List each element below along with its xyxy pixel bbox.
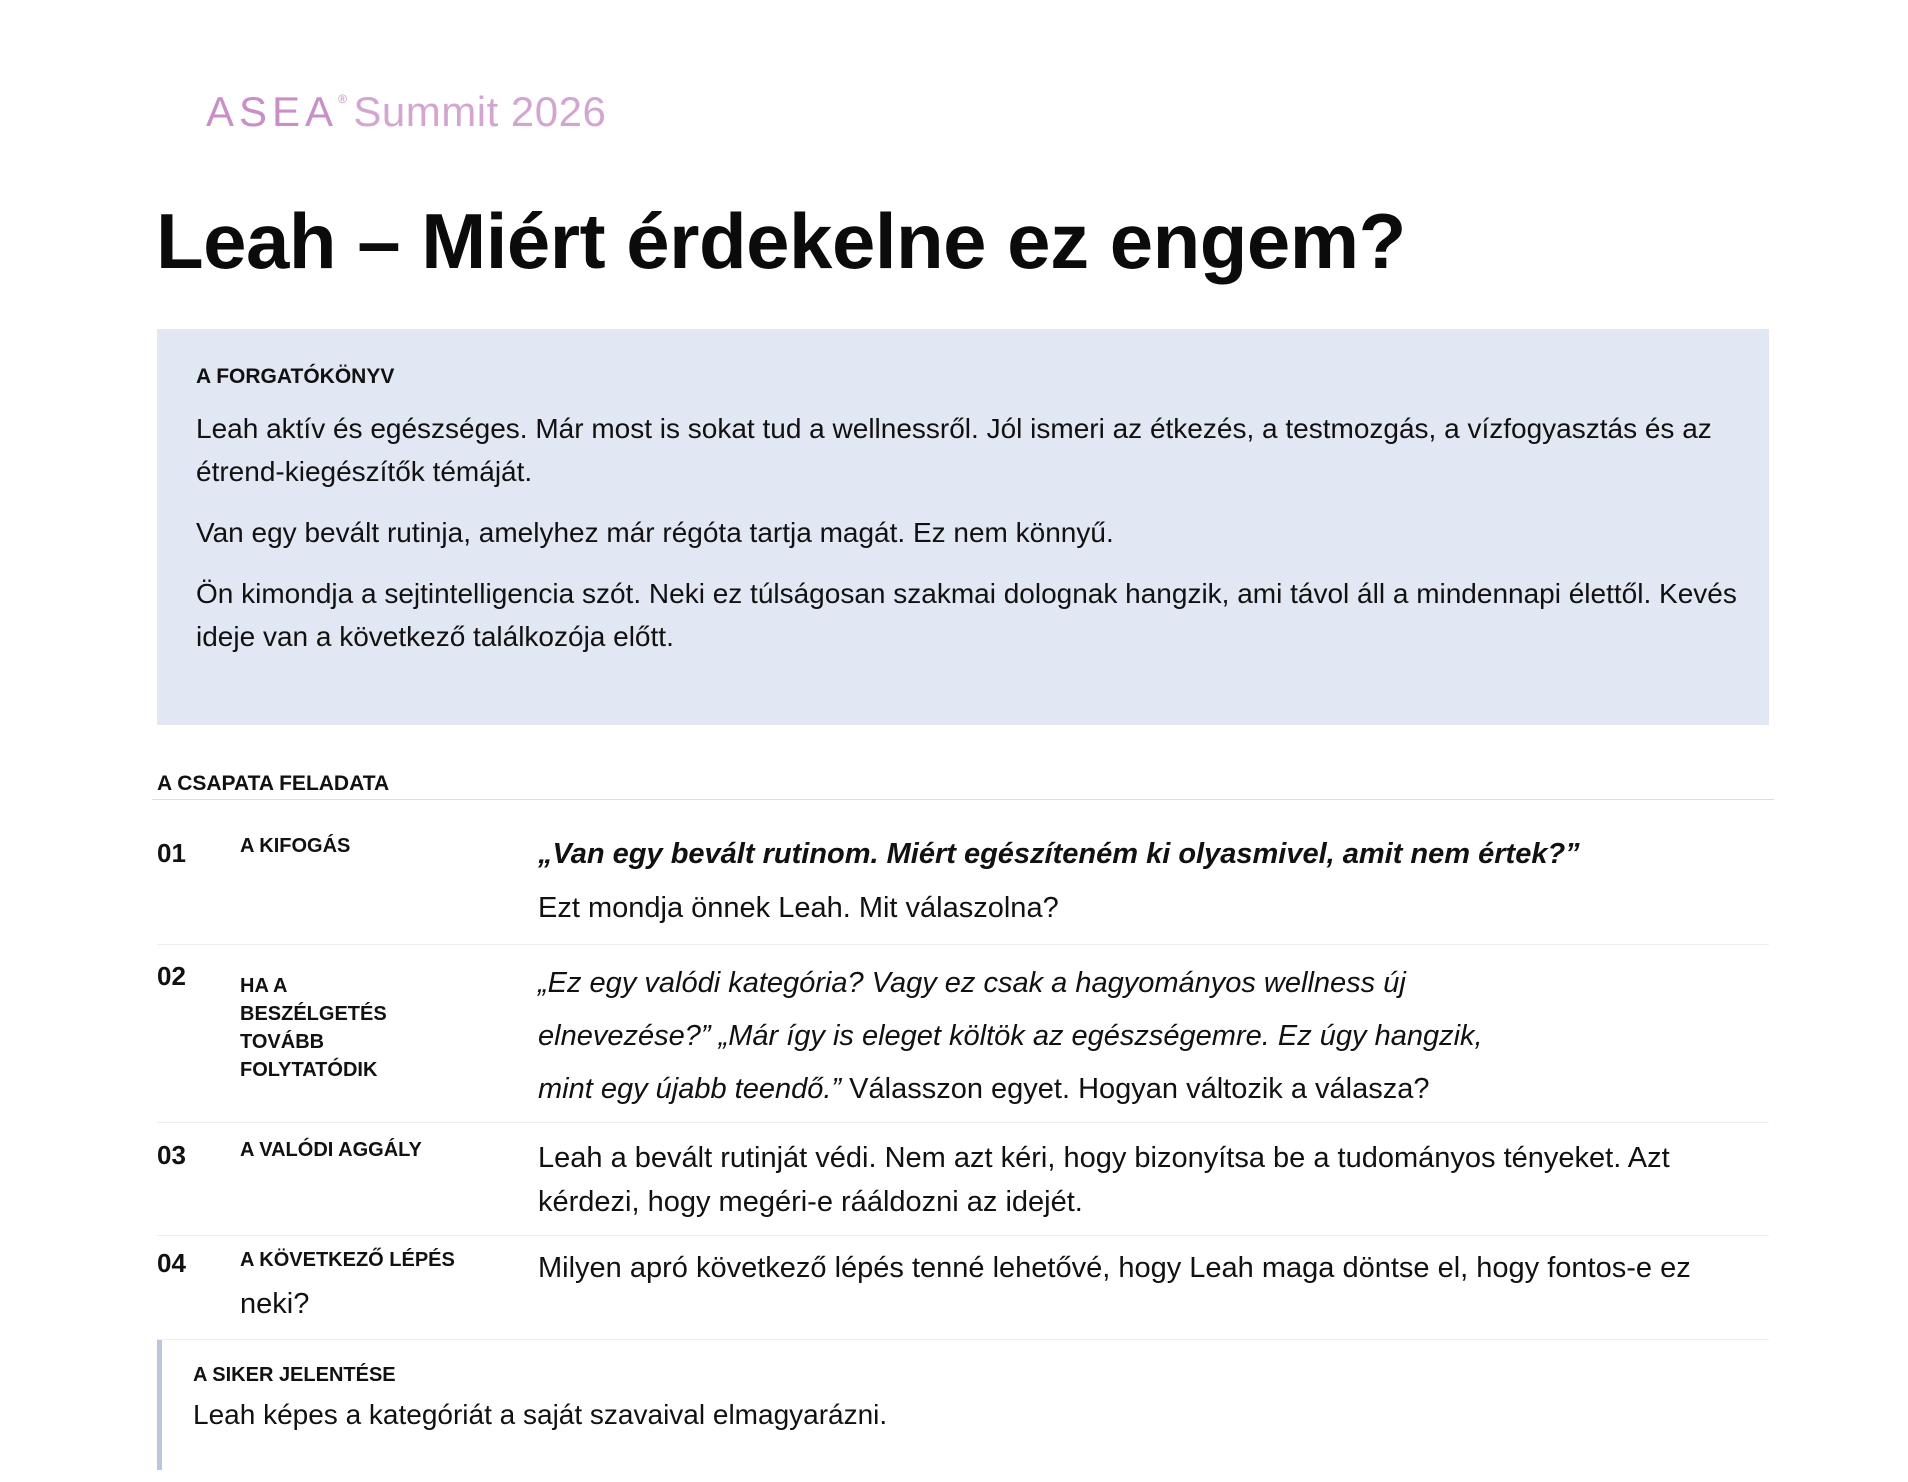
row-divider [157, 1235, 1769, 1236]
row-number: 04 [157, 1248, 186, 1278]
event-logo [206, 88, 606, 136]
success-box [157, 1340, 1557, 1470]
row-label: A KÖVETKEZŐ LÉPÉS [240, 1249, 455, 1271]
row-text: Ezt mondja önnek Leah. Mit válaszolna? [538, 892, 1059, 924]
success-text: Leah képes a kategóriát a saját szavaival elmagyarázni. [193, 1399, 888, 1430]
scenario-box [157, 329, 1769, 725]
page-title: Leah – Miért érdekelne ez engem? [156, 197, 1406, 285]
scenario-paragraph: Ön kimondja a sejtintelligencia szót. Neki ez túlságosan szakmai dolognak hangzik, ami távol áll a mindennapi élettől. Kevés ideje van a következő találkozója előtt. [196, 578, 1737, 652]
row-label: A VALÓDI AGGÁLY [240, 1139, 422, 1161]
row-divider [157, 944, 1769, 945]
row-text: Válasszon egyet. Hogyan változik a válasza? [849, 1073, 1430, 1105]
scenario-paragraph: Leah aktív és egészséges. Már most is sokat tud a wellnessről. Jól ismeri az étkezés, a testmozgás, a vízfogyasztás és az étrend-kiegészítők témáját. [196, 413, 1712, 487]
task-heading: A CSAPATA FELADATA [157, 772, 390, 795]
row-text-tail: neki? [240, 1288, 310, 1320]
divider [152, 799, 1774, 800]
logo-event-name: Summit 2026 [353, 88, 607, 135]
row-body [538, 832, 1769, 930]
row-label: A KIFOGÁS [240, 835, 351, 857]
row-text: Leah a bevált rutinját védi. Nem azt kéri, hogy bizonyítsa be a tudományos tényeket. Azt kérdezi, hogy megéri-e rááldozni az idejét. [538, 1142, 1670, 1218]
success-label: A SIKER JELENTÉSE [193, 1364, 396, 1386]
scenario-paragraph: Van egy bevált rutinja, amelyhez már régóta tartja magát. Ez nem könnyű. [196, 517, 1114, 548]
row-quote: „Ez egy valódi kategória? Vagy ez csak a hagyományos wellness új elnevezése?” [538, 967, 1406, 1052]
row-number: 01 [157, 838, 186, 868]
logo-registered-mark: ® [338, 92, 348, 106]
row-divider [157, 1122, 1769, 1123]
row-body [538, 957, 1518, 1116]
row-text: Milyen apró következő lépés tenné lehetővé, hogy Leah maga döntse el, hogy fontos-e ez [538, 1252, 1691, 1284]
row-number: 02 [157, 961, 186, 991]
row-quote: „Már így is eleget költök az egészségemre. Ez úgy hangzik, mint egy újabb teendő.” [538, 1020, 1483, 1105]
logo-brand: ASEA [206, 88, 339, 135]
row-quote: „Van egy bevált rutinom. Miért egészíteném ki olyasmivel, amit nem értek?” [538, 838, 1580, 870]
scenario-label: A FORGATÓKÖNYV [196, 365, 395, 388]
row-number: 03 [157, 1140, 186, 1170]
row-label: HA A BESZÉLGETÉS TOVÁBB FOLYTATÓDIK [240, 975, 387, 1081]
